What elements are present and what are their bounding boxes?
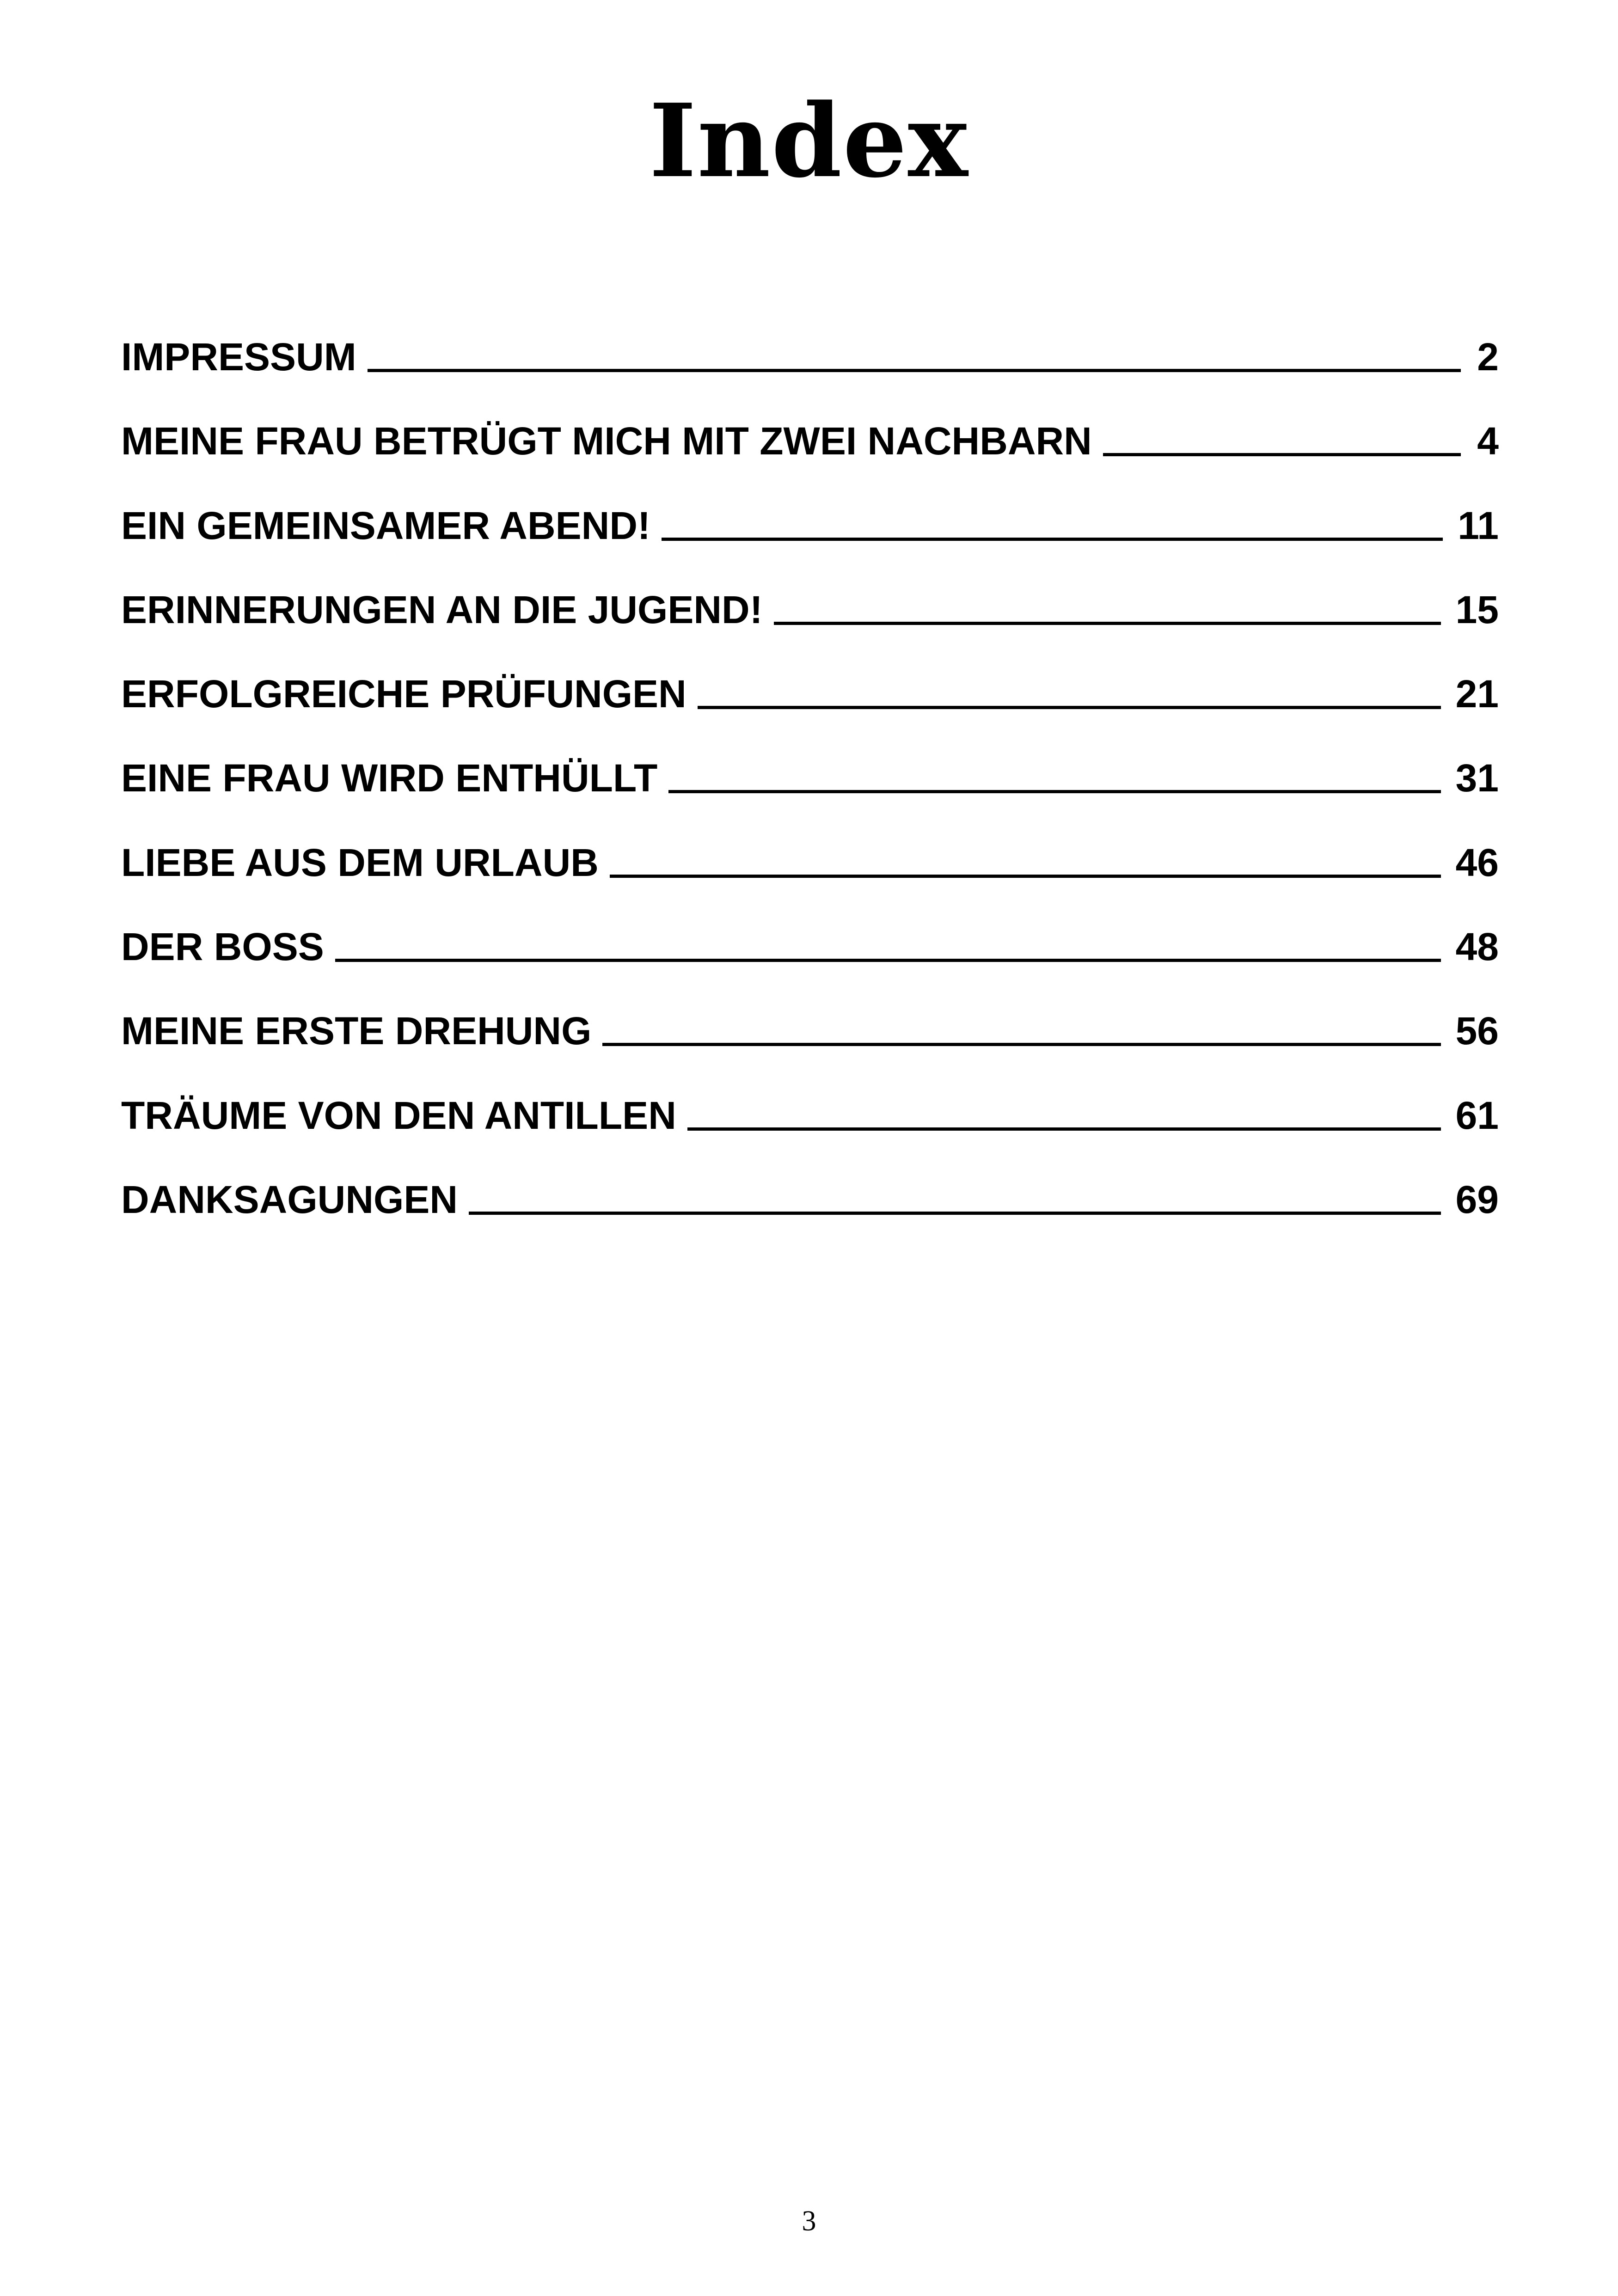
toc-entry-title: ERFOLGREICHE PRÜFUNGEN bbox=[121, 672, 686, 716]
toc-entry[interactable] bbox=[121, 1176, 1499, 1261]
toc-entry-page: 61 bbox=[1455, 1093, 1499, 1137]
toc-leader-line bbox=[335, 959, 1441, 962]
toc-entry[interactable] bbox=[121, 1092, 1499, 1176]
toc-entry-page: 2 bbox=[1477, 335, 1499, 379]
toc-entry[interactable] bbox=[121, 587, 1499, 671]
toc-leader-line bbox=[774, 622, 1441, 625]
toc-entry-page: 31 bbox=[1455, 756, 1499, 800]
toc-entry-title: DANKSAGUNGEN bbox=[121, 1177, 458, 1221]
toc-entry-page: 11 bbox=[1458, 503, 1499, 547]
toc-entry-page: 21 bbox=[1455, 672, 1499, 716]
toc-entry[interactable] bbox=[121, 839, 1499, 924]
toc-entry-page: 56 bbox=[1455, 1009, 1499, 1053]
toc-entry-title: EINE FRAU WIRD ENTHÜLLT bbox=[121, 756, 658, 800]
toc-entry-page: 4 bbox=[1477, 419, 1499, 463]
toc-entry[interactable] bbox=[121, 1008, 1499, 1092]
table-of-contents bbox=[121, 334, 1499, 1261]
toc-entry[interactable] bbox=[121, 334, 1499, 418]
toc-entry-title: TRÄUME VON DEN ANTILLEN bbox=[121, 1093, 676, 1137]
toc-entry-title: EIN GEMEINSAMER ABEND! bbox=[121, 503, 650, 547]
toc-leader-line bbox=[602, 1043, 1440, 1046]
page-number: 3 bbox=[802, 2205, 816, 2237]
toc-leader-line bbox=[698, 706, 1441, 709]
toc-entry-title: IMPRESSUM bbox=[121, 335, 356, 379]
toc-entry-title: LIEBE AUS DEM URLAUB bbox=[121, 840, 599, 884]
toc-entry[interactable] bbox=[121, 418, 1499, 502]
toc-entry-page: 69 bbox=[1455, 1177, 1499, 1221]
toc-entry[interactable] bbox=[121, 671, 1499, 755]
toc-leader-line bbox=[610, 875, 1441, 878]
toc-entry[interactable] bbox=[121, 502, 1499, 587]
toc-entry-title: DER BOSS bbox=[121, 925, 324, 969]
toc-leader-line bbox=[1103, 453, 1461, 456]
toc-leader-line bbox=[662, 538, 1443, 541]
toc-entry-page: 48 bbox=[1455, 925, 1499, 969]
toc-entry[interactable] bbox=[121, 755, 1499, 839]
toc-entry-title: MEINE FRAU BETRÜGT MICH MIT ZWEI NACHBARN bbox=[121, 419, 1092, 463]
toc-entry-title: ERINNERUNGEN AN DIE JUGEND! bbox=[121, 588, 763, 631]
toc-entry-title: MEINE ERSTE DREHUNG bbox=[121, 1009, 592, 1053]
toc-entry[interactable] bbox=[121, 924, 1499, 1008]
toc-leader-line bbox=[668, 790, 1440, 793]
toc-leader-line bbox=[469, 1212, 1441, 1215]
toc-entry-page: 46 bbox=[1455, 840, 1499, 884]
toc-entry-page: 15 bbox=[1455, 588, 1499, 631]
toc-leader-line bbox=[687, 1127, 1441, 1131]
toc-leader-line bbox=[368, 369, 1461, 372]
page-title: Index bbox=[649, 82, 969, 200]
